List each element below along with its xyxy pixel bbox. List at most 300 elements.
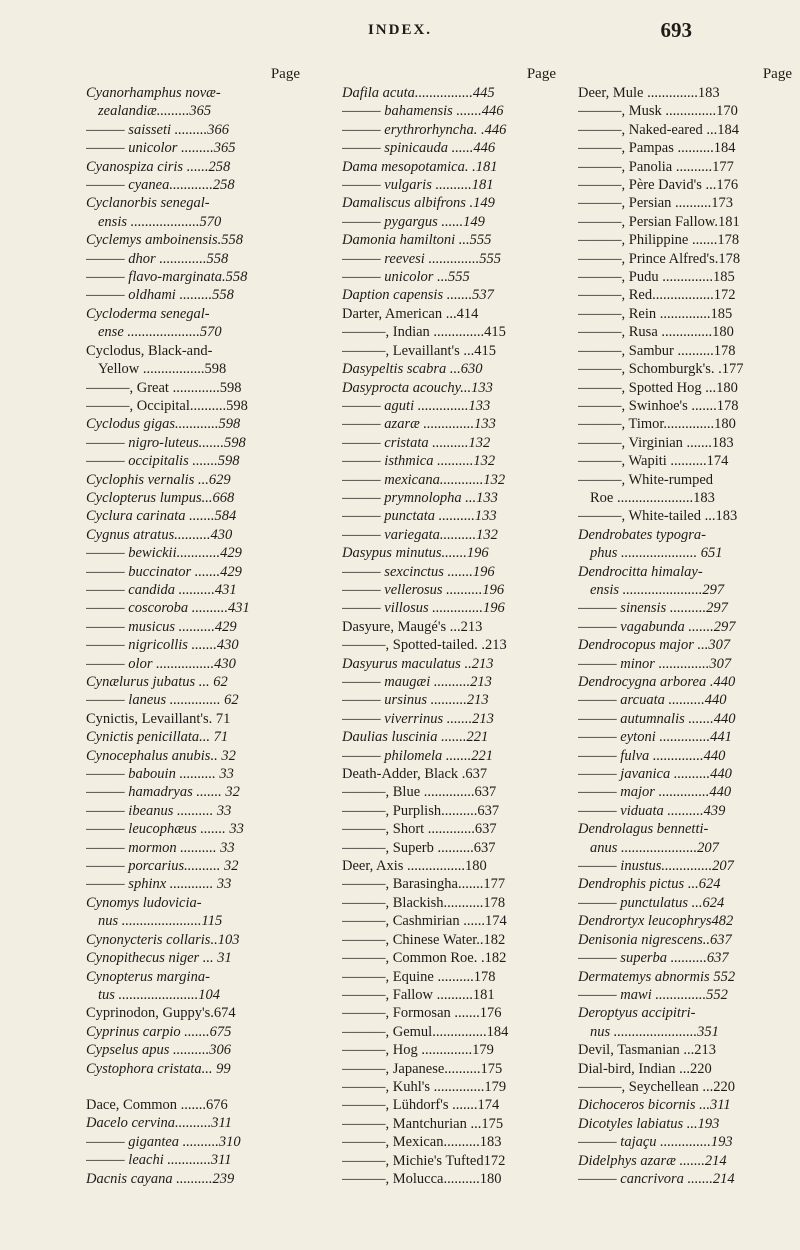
index-entry-text: ——— punctulatus ...624 bbox=[578, 894, 725, 911]
index-entry bbox=[86, 397, 304, 415]
column-page-heading: Page bbox=[526, 66, 556, 82]
index-entry-text: ———, Chinese Water..182 bbox=[342, 931, 506, 948]
index-entry bbox=[86, 599, 304, 617]
index-entry bbox=[342, 1096, 560, 1114]
index-entry-text: ——— flavo-marginata.558 bbox=[86, 269, 248, 286]
index-entry bbox=[86, 121, 304, 139]
index-entry bbox=[342, 894, 560, 912]
index-entry-text: Dasyure, Maugé's ...213 bbox=[342, 618, 483, 635]
index-entry bbox=[86, 231, 304, 249]
index-entry bbox=[342, 305, 560, 323]
index-entry bbox=[86, 1096, 304, 1114]
index-entry bbox=[578, 1096, 796, 1114]
index-entry bbox=[86, 931, 304, 949]
index-entry-text: ——— nigro-luteus.......598 bbox=[86, 434, 246, 451]
index-entry bbox=[578, 121, 796, 139]
column-page-heading: Page bbox=[762, 66, 792, 82]
index-entry-text: Cyprinodon, Guppy's.674 bbox=[86, 1005, 236, 1022]
index-entry bbox=[342, 673, 560, 691]
index-entry-text: ———, Japanese..........175 bbox=[342, 1060, 503, 1077]
index-entry-text: Damaliscus albifrons .149 bbox=[342, 195, 495, 212]
index-entry bbox=[86, 268, 304, 286]
index-entry-text: ———, Naked-eared ...184 bbox=[578, 121, 740, 138]
index-entry bbox=[578, 471, 796, 489]
index-entry-text: ——— oldhami .........558 bbox=[86, 287, 234, 304]
index-entry bbox=[86, 250, 304, 268]
index-entry bbox=[342, 599, 560, 617]
index-entry-text: Daulias luscinia .......221 bbox=[342, 729, 489, 746]
index-entry bbox=[342, 986, 560, 1004]
index-entry bbox=[342, 728, 560, 746]
index-entry bbox=[578, 231, 796, 249]
index-entry-text: Cynocephalus anubis.. 32 bbox=[86, 747, 236, 764]
index-entry-text: Dasypeltis scabra ...630 bbox=[342, 361, 483, 378]
index-entry-text: zealandiæ.........365 bbox=[98, 103, 212, 120]
index-entry bbox=[578, 765, 796, 783]
index-entry bbox=[578, 710, 796, 728]
index-entry-text: ——— superba ..........637 bbox=[578, 950, 729, 967]
index-entry bbox=[86, 636, 304, 654]
index-entry-text: ——— babouin .......... 33 bbox=[86, 766, 234, 783]
index-entry bbox=[342, 802, 560, 820]
index-entry bbox=[342, 857, 560, 875]
index-entry bbox=[578, 912, 796, 930]
index-entry bbox=[86, 1004, 304, 1022]
index-entry bbox=[342, 544, 560, 562]
index-entry-text: ——— hamadryas ....... 32 bbox=[86, 784, 240, 801]
index-entry bbox=[86, 379, 304, 397]
index-entry bbox=[578, 820, 796, 838]
index-entry-text: Darter, American ...414 bbox=[342, 305, 479, 322]
index-entry bbox=[578, 323, 796, 341]
index-entry bbox=[342, 912, 560, 930]
index-entry bbox=[578, 139, 796, 157]
index-entry-text: ———, Red.................172 bbox=[578, 287, 736, 304]
index-entry-text: ——— mawi ..............552 bbox=[578, 986, 728, 1003]
index-entry bbox=[578, 1023, 796, 1041]
index-entry-text: Dacnis cayana ..........239 bbox=[86, 1170, 235, 1187]
index-entry-text: Cyclopterus lumpus...668 bbox=[86, 489, 235, 506]
index-entry bbox=[86, 839, 304, 857]
index-entry bbox=[86, 489, 304, 507]
index-entry bbox=[86, 1151, 304, 1169]
index-entry bbox=[86, 194, 304, 212]
index-entry-text: Cyanorhamphus novæ- bbox=[86, 85, 221, 101]
index-entry-text: Devil, Tasmanian ...213 bbox=[578, 1042, 717, 1059]
index-entry-text: ———, Seychellean ...220 bbox=[578, 1078, 736, 1095]
index-entry-text: ———, Rein ..............185 bbox=[578, 305, 733, 322]
index-entry bbox=[342, 526, 560, 544]
index-entry bbox=[342, 636, 560, 654]
index-entry-text: ———, Levaillant's ...415 bbox=[342, 342, 497, 359]
index-entry-text: ense ....................570 bbox=[98, 324, 222, 341]
index-entry-text: ——— occipitalis .......598 bbox=[86, 453, 240, 470]
index-entry-text: ——— autumnalis .......440 bbox=[578, 710, 736, 727]
index-entry bbox=[342, 139, 560, 157]
index-entry bbox=[578, 507, 796, 525]
index-entry bbox=[86, 618, 304, 636]
index-entry-text: ——— erythrorhyncha. .446 bbox=[342, 121, 507, 138]
index-entry-text: Dacelo cervina..........311 bbox=[86, 1115, 232, 1132]
index-entry bbox=[578, 1078, 796, 1096]
index-entry-text: ——— candida ..........431 bbox=[86, 581, 237, 598]
index-entry bbox=[578, 728, 796, 746]
index-entry bbox=[578, 691, 796, 709]
index-entry-text: Cyclemys amboinensis.558 bbox=[86, 232, 244, 249]
index-entry-text: Denisonia nigrescens..637 bbox=[578, 931, 732, 948]
index-entry-text: ———, Philippine .......178 bbox=[578, 232, 740, 249]
index-entry-text: ———, Musk ..............170 bbox=[578, 103, 738, 120]
index-entry-text: ——— unicolor ...555 bbox=[342, 269, 470, 286]
index-entry bbox=[86, 176, 304, 194]
index-entry-text: Cynictis penicillata... 71 bbox=[86, 729, 229, 746]
index-entry-text: ———, Cashmirian ......174 bbox=[342, 913, 507, 930]
index-entry bbox=[86, 323, 304, 341]
index-entry-text: ———, Short .............637 bbox=[342, 821, 497, 838]
index-entry bbox=[342, 1170, 560, 1188]
index-entry-text: nus .......................351 bbox=[590, 1023, 719, 1040]
index-entry bbox=[342, 949, 560, 967]
index-entry-text: ———, Mexican..........183 bbox=[342, 1134, 502, 1151]
index-entry-text: Cynomys ludovicia- bbox=[86, 894, 202, 911]
index-entry-text: Dasyurus maculatus ..213 bbox=[342, 655, 494, 672]
index-column-3 bbox=[578, 64, 796, 1188]
index-entry-text: ——— ibeanus .......... 33 bbox=[86, 802, 232, 819]
index-entry bbox=[578, 599, 796, 617]
index-entry bbox=[342, 968, 560, 986]
index-entry-text: ———, Great .............598 bbox=[86, 379, 242, 396]
index-entry bbox=[86, 783, 304, 801]
index-entry-text: Dendrobates typogra- bbox=[578, 526, 706, 543]
index-entry bbox=[578, 434, 796, 452]
index-entry-text: Cyclanorbis senegal- bbox=[86, 195, 210, 212]
index-entry bbox=[342, 747, 560, 765]
index-entry-text: ——— saisseti .........366 bbox=[86, 121, 230, 138]
index-entry-text: ———, Hog ..............179 bbox=[342, 1042, 494, 1059]
index-entry bbox=[578, 176, 796, 194]
index-entry bbox=[578, 581, 796, 599]
index-entry bbox=[86, 912, 304, 930]
index-entry bbox=[342, 102, 560, 120]
index-entry-text: Damonia hamiltoni ...555 bbox=[342, 232, 492, 249]
index-entry bbox=[86, 563, 304, 581]
index-entry bbox=[86, 158, 304, 176]
index-entry-text: Cynælurus jubatus ... 62 bbox=[86, 674, 228, 690]
index-entry-text: ———, Common Roe. .182 bbox=[342, 950, 507, 967]
index-entry bbox=[578, 949, 796, 967]
index-entry bbox=[86, 471, 304, 489]
index-entry bbox=[342, 1004, 560, 1022]
index-entry bbox=[342, 397, 560, 415]
index-entry-text: Cyclura carinata .......584 bbox=[86, 508, 237, 525]
index-entry bbox=[342, 839, 560, 857]
index-entry bbox=[578, 673, 796, 691]
index-entry-text: Cystophora cristata... 99 bbox=[86, 1060, 231, 1077]
index-entry bbox=[342, 231, 560, 249]
index-entry-text: Cynopithecus niger ... 31 bbox=[86, 950, 232, 967]
index-entry-text: Deroptyus accipitri- bbox=[578, 1005, 696, 1022]
index-entry bbox=[342, 121, 560, 139]
index-entry-text: ——— leucophæus ....... 33 bbox=[86, 821, 244, 838]
index-entry bbox=[342, 1060, 560, 1078]
index-entry-text: ———, Blue ..............637 bbox=[342, 784, 497, 801]
index-entry-text: Cyprinus carpio .......675 bbox=[86, 1023, 232, 1040]
running-title: INDEX. bbox=[367, 22, 433, 38]
index-entry bbox=[342, 323, 560, 341]
index-entry-text: ———, Swinhoe's .......178 bbox=[578, 397, 739, 414]
index-entry-text: Cynictis, Levaillant's. 71 bbox=[86, 710, 231, 727]
index-entry bbox=[342, 286, 560, 304]
index-entry-text: ——— laneus .............. 62 bbox=[86, 692, 239, 709]
index-entry-text: ———, Pampas ..........184 bbox=[578, 140, 736, 157]
index-entry bbox=[578, 783, 796, 801]
index-entry bbox=[342, 875, 560, 893]
index-entry-text: ——— cristata ..........132 bbox=[342, 434, 491, 451]
index-entry-text: Cypselus apus ..........306 bbox=[86, 1042, 231, 1059]
index-entry bbox=[342, 931, 560, 949]
index-entry-text: Deer, Axis ................180 bbox=[342, 858, 487, 875]
index-entry-text: ———, Formosan .......176 bbox=[342, 1005, 502, 1022]
index-entry-text: ——— tajaçu ..............193 bbox=[578, 1134, 733, 1151]
index-entry bbox=[578, 636, 796, 654]
index-entry-text: ——— gigantea ..........310 bbox=[86, 1133, 241, 1150]
index-entry-text: ——— porcarius.......... 32 bbox=[86, 858, 239, 875]
index-entry-text: ———, Molucca..........180 bbox=[342, 1170, 502, 1187]
index-entry-text: ——— musicus ..........429 bbox=[86, 618, 237, 635]
index-entry bbox=[578, 379, 796, 397]
index-entry bbox=[578, 305, 796, 323]
index-entry bbox=[342, 379, 560, 397]
index-entry bbox=[578, 747, 796, 765]
index-entry bbox=[86, 507, 304, 525]
index-entry-text: ——— isthmica ..........132 bbox=[342, 453, 496, 470]
index-entry bbox=[86, 691, 304, 709]
index-column-1 bbox=[86, 64, 304, 1188]
index-entry bbox=[578, 1170, 796, 1188]
index-entry-text: ——— spinicauda ......446 bbox=[342, 140, 496, 157]
index-entry-text: ——— prymnolopha ...133 bbox=[342, 489, 498, 506]
index-column-2 bbox=[342, 64, 560, 1188]
index-entry bbox=[342, 1152, 560, 1170]
index-entry bbox=[86, 1170, 304, 1188]
index-entry bbox=[86, 968, 304, 986]
index-entry bbox=[86, 765, 304, 783]
index-entry-text: ——— reevesi ..............555 bbox=[342, 250, 501, 267]
index-entry bbox=[578, 84, 796, 102]
index-entry bbox=[86, 305, 304, 323]
index-entry bbox=[342, 710, 560, 728]
index-entry bbox=[342, 1023, 560, 1041]
index-entry bbox=[578, 268, 796, 286]
index-entry-text: ———, Equine ..........178 bbox=[342, 968, 496, 985]
index-entry-text: ——— sinensis ..........297 bbox=[578, 600, 728, 617]
index-entry-text: ——— arcuata ..........440 bbox=[578, 692, 727, 709]
index-entry-text: ——— mormon .......... 33 bbox=[86, 839, 235, 856]
index-entry-text: Dama mesopotamica. .181 bbox=[342, 158, 498, 175]
index-entry-text: ——— major ..............440 bbox=[578, 784, 732, 801]
page-number: 693 bbox=[660, 18, 692, 42]
index-entry bbox=[578, 839, 796, 857]
index-entry-text: ——— dhor .............558 bbox=[86, 250, 229, 267]
index-entry-text: ———, White-rumped bbox=[578, 471, 714, 488]
index-entry bbox=[86, 710, 304, 728]
index-entry-text: ———, Lühdorf's .......174 bbox=[342, 1097, 500, 1114]
index-entry-text: ——— variegata..........132 bbox=[342, 526, 498, 543]
index-entry bbox=[342, 783, 560, 801]
index-entry-text: ——— fulva ..............440 bbox=[578, 747, 726, 764]
index-entry bbox=[86, 986, 304, 1004]
index-entry bbox=[578, 802, 796, 820]
index-entry-text: ———, Persian ..........173 bbox=[578, 195, 734, 212]
index-entry-text: ——— bewickii............429 bbox=[86, 545, 242, 562]
index-entry-text: ———, Spotted-tailed. .213 bbox=[342, 637, 507, 654]
index-entry bbox=[86, 949, 304, 967]
index-entry bbox=[86, 728, 304, 746]
index-entry bbox=[578, 342, 796, 360]
index-entry-text: ——— inustus..............207 bbox=[578, 858, 734, 875]
index-entry-text: ———, Père David's ...176 bbox=[578, 177, 739, 194]
index-entry bbox=[86, 544, 304, 562]
index-entry-text: Dasypus minutus.......196 bbox=[342, 545, 489, 562]
index-entry bbox=[578, 489, 796, 507]
index-entry bbox=[86, 673, 304, 691]
index-entry-text: ——— villosus ..............196 bbox=[342, 600, 505, 617]
index-entry-text: ——— azaræ ..............133 bbox=[342, 416, 496, 433]
index-entry-text: ——— cyanea............258 bbox=[86, 177, 235, 194]
index-entry bbox=[86, 747, 304, 765]
index-entry-text: Cygnus atratus..........430 bbox=[86, 526, 233, 543]
index-entry-text: Daption capensis .......537 bbox=[342, 287, 494, 304]
index-entry-text: ———, Sambur ..........178 bbox=[578, 342, 736, 359]
index-entry bbox=[578, 563, 796, 581]
index-entry-text: ———, Panolia ..........177 bbox=[578, 158, 734, 175]
index-entry bbox=[578, 286, 796, 304]
index-entry bbox=[86, 434, 304, 452]
index-entry-text: Deer, Mule ..............183 bbox=[578, 85, 720, 101]
index-entry bbox=[578, 655, 796, 673]
index-entry bbox=[342, 691, 560, 709]
index-entry-text: ———, Superb ..........637 bbox=[342, 839, 496, 856]
index-entry bbox=[342, 765, 560, 783]
index-entry-text: ——— sphinx ............ 33 bbox=[86, 876, 232, 893]
index-entry-text: tus ......................104 bbox=[98, 986, 221, 1003]
index-entry-text: Dial-bird, Indian ...220 bbox=[578, 1060, 712, 1077]
index-entry bbox=[86, 286, 304, 304]
index-entry bbox=[578, 986, 796, 1004]
index-entry-text: ———, Rusa ..............180 bbox=[578, 324, 734, 341]
section-gap bbox=[86, 1078, 304, 1096]
index-entry bbox=[578, 415, 796, 433]
index-entry bbox=[578, 1004, 796, 1022]
index-entry-text: ———, Timor..............180 bbox=[578, 416, 736, 433]
index-entry-text: Dendrocopus major ...307 bbox=[578, 637, 731, 654]
index-entry-text: ——— punctata ..........133 bbox=[342, 508, 497, 525]
index-entry-text: ——— minor ..............307 bbox=[578, 655, 732, 672]
index-entry bbox=[342, 250, 560, 268]
index-entry bbox=[578, 1060, 796, 1078]
index-entry-text: ——— pygargus ......149 bbox=[342, 213, 485, 230]
index-entry bbox=[578, 102, 796, 120]
index-entry bbox=[578, 158, 796, 176]
index-entry bbox=[342, 655, 560, 673]
index-entry-text: ———, Prince Alfred's.178 bbox=[578, 250, 741, 267]
index-entry-text: ———, Occipital..........598 bbox=[86, 397, 248, 414]
index-entry bbox=[342, 213, 560, 231]
index-entry-text: ——— nigricollis .......430 bbox=[86, 637, 239, 654]
index-entry bbox=[86, 1133, 304, 1151]
index-entry-text: Cyclodus, Black-and- bbox=[86, 342, 213, 359]
index-entry bbox=[342, 1078, 560, 1096]
index-entry bbox=[86, 452, 304, 470]
index-entry bbox=[578, 875, 796, 893]
index-entry bbox=[578, 1115, 796, 1133]
index-entry bbox=[86, 1114, 304, 1132]
index-entry-text: Yellow .................598 bbox=[98, 361, 227, 378]
index-entry-text: ——— vagabunda .......297 bbox=[578, 618, 736, 635]
index-entry bbox=[86, 526, 304, 544]
index-entry-text: ——— buccinator .......429 bbox=[86, 563, 242, 580]
index-entry bbox=[578, 526, 796, 544]
index-entry-text: ——— olor ................430 bbox=[86, 655, 236, 672]
index-entry-text: ———, Persian Fallow.181 bbox=[578, 213, 740, 230]
index-entry-text: phus ..................... 651 bbox=[590, 545, 723, 562]
index-entry bbox=[86, 342, 304, 360]
index-entry bbox=[578, 857, 796, 875]
index-entry-text: ——— coscoroba ..........431 bbox=[86, 600, 250, 617]
index-entry-text: Dasyprocta acouchy...133 bbox=[342, 379, 493, 396]
index-entry bbox=[86, 820, 304, 838]
index-entry bbox=[342, 563, 560, 581]
index-entry-text: anus .....................207 bbox=[590, 839, 719, 856]
index-entry bbox=[86, 139, 304, 157]
index-entry bbox=[86, 415, 304, 433]
index-entry bbox=[342, 820, 560, 838]
index-entry bbox=[342, 452, 560, 470]
index-entry-text: Dermatemys abnormis 552 bbox=[578, 968, 736, 985]
index-entry-text: ———, Barasingha.......177 bbox=[342, 876, 506, 893]
index-entry-text: ———, Blackish...........178 bbox=[342, 894, 506, 911]
index-entry-text: ———, Spotted Hog ...180 bbox=[578, 379, 738, 396]
index-entry bbox=[578, 1152, 796, 1170]
index-entry-text: Dendrortyx leucophrys482 bbox=[578, 913, 734, 930]
index-entry-text: ——— maugæi ..........213 bbox=[342, 674, 492, 690]
index-entry-text: Dendrocitta himalay- bbox=[578, 563, 703, 580]
index-entry bbox=[86, 655, 304, 673]
index-entry bbox=[342, 489, 560, 507]
index-entry-text: Death-Adder, Black .637 bbox=[342, 766, 488, 783]
index-entry bbox=[342, 268, 560, 286]
index-entry bbox=[578, 360, 796, 378]
index-entry bbox=[86, 857, 304, 875]
index-entry bbox=[86, 213, 304, 231]
index-entry bbox=[86, 360, 304, 378]
index-entry bbox=[86, 102, 304, 120]
index-entry-text: ———, Purplish..........637 bbox=[342, 802, 500, 819]
index-entry bbox=[342, 507, 560, 525]
index-entry bbox=[86, 875, 304, 893]
index-entry-text: ———, Pudu ..............185 bbox=[578, 269, 735, 286]
index-entry-text: ——— viverrinus .......213 bbox=[342, 710, 494, 727]
index-entry-text: ——— mexicana............132 bbox=[342, 471, 506, 488]
index-entry-text: Cycloderma senegal- bbox=[86, 305, 210, 322]
index-entry bbox=[342, 342, 560, 360]
index-entry-text: ——— javanica ..........440 bbox=[578, 766, 732, 783]
index-entry bbox=[86, 581, 304, 599]
index-entry-text: ———, White-tailed ...183 bbox=[578, 508, 738, 525]
index-entry bbox=[342, 158, 560, 176]
index-entry-text: ensis ...................570 bbox=[98, 213, 222, 230]
index-entry bbox=[578, 931, 796, 949]
